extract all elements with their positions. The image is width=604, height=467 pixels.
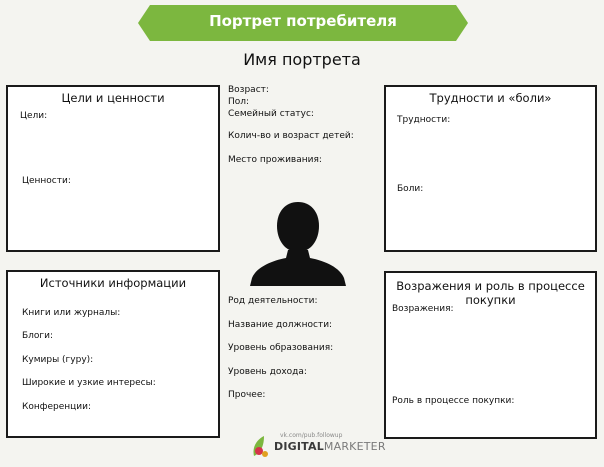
title-banner bbox=[150, 5, 456, 41]
children-field[interactable]: Колич-во и возраст детей: bbox=[228, 131, 354, 141]
portrait-name[interactable]: Имя портрета bbox=[243, 50, 361, 69]
footer-url: vk.com/pub.followup bbox=[280, 432, 343, 439]
job-title-field[interactable]: Название должности: bbox=[228, 320, 333, 330]
objections-box bbox=[384, 271, 597, 439]
gurus-label[interactable]: Кумиры (гуру): bbox=[22, 355, 94, 365]
gender-field[interactable]: Пол: bbox=[228, 97, 250, 107]
age-field[interactable]: Возраст: bbox=[228, 85, 269, 95]
conferences-label[interactable]: Конференции: bbox=[22, 402, 92, 412]
difficulties-label[interactable]: Трудности: bbox=[397, 115, 451, 125]
objections-title: Возражения и роль в процессе покупки bbox=[396, 279, 585, 307]
pains-label[interactable]: Боли: bbox=[397, 184, 424, 194]
sources-box bbox=[6, 270, 220, 438]
difficulties-box bbox=[384, 85, 597, 252]
sources-title: Источники информации bbox=[39, 276, 187, 290]
leaf-logo-icon bbox=[250, 434, 272, 460]
page-title: Портрет потребителя bbox=[209, 12, 397, 30]
goals-values-title: Цели и ценности bbox=[61, 91, 165, 105]
logo-part-marketer: MARKETER bbox=[323, 440, 386, 453]
other-field[interactable]: Прочее: bbox=[228, 390, 266, 400]
difficulties-title: Трудности и «боли» bbox=[429, 91, 552, 105]
footer-logo bbox=[250, 432, 386, 462]
objections-label[interactable]: Возражения: bbox=[392, 304, 454, 314]
goals-values-box bbox=[6, 85, 220, 252]
logo-wordmark bbox=[274, 440, 386, 453]
blogs-label[interactable]: Блоги: bbox=[22, 331, 54, 341]
values-label[interactable]: Ценности: bbox=[22, 176, 71, 186]
books-label[interactable]: Книги или журналы: bbox=[22, 308, 121, 318]
person-silhouette-icon bbox=[248, 200, 348, 286]
income-field[interactable]: Уровень дохода: bbox=[228, 367, 307, 377]
purchase-role-label[interactable]: Роль в процессе покупки: bbox=[392, 396, 515, 406]
goals-label[interactable]: Цели: bbox=[20, 111, 48, 121]
interests-label[interactable]: Широкие и узкие интересы: bbox=[22, 378, 156, 388]
education-field[interactable]: Уровень образования: bbox=[228, 343, 334, 353]
marital-status-field[interactable]: Семейный статус: bbox=[228, 109, 314, 119]
occupation-field[interactable]: Род деятельности: bbox=[228, 296, 318, 306]
residence-field[interactable]: Место проживания: bbox=[228, 155, 322, 165]
logo-part-digital: DIGITAL bbox=[274, 440, 324, 453]
